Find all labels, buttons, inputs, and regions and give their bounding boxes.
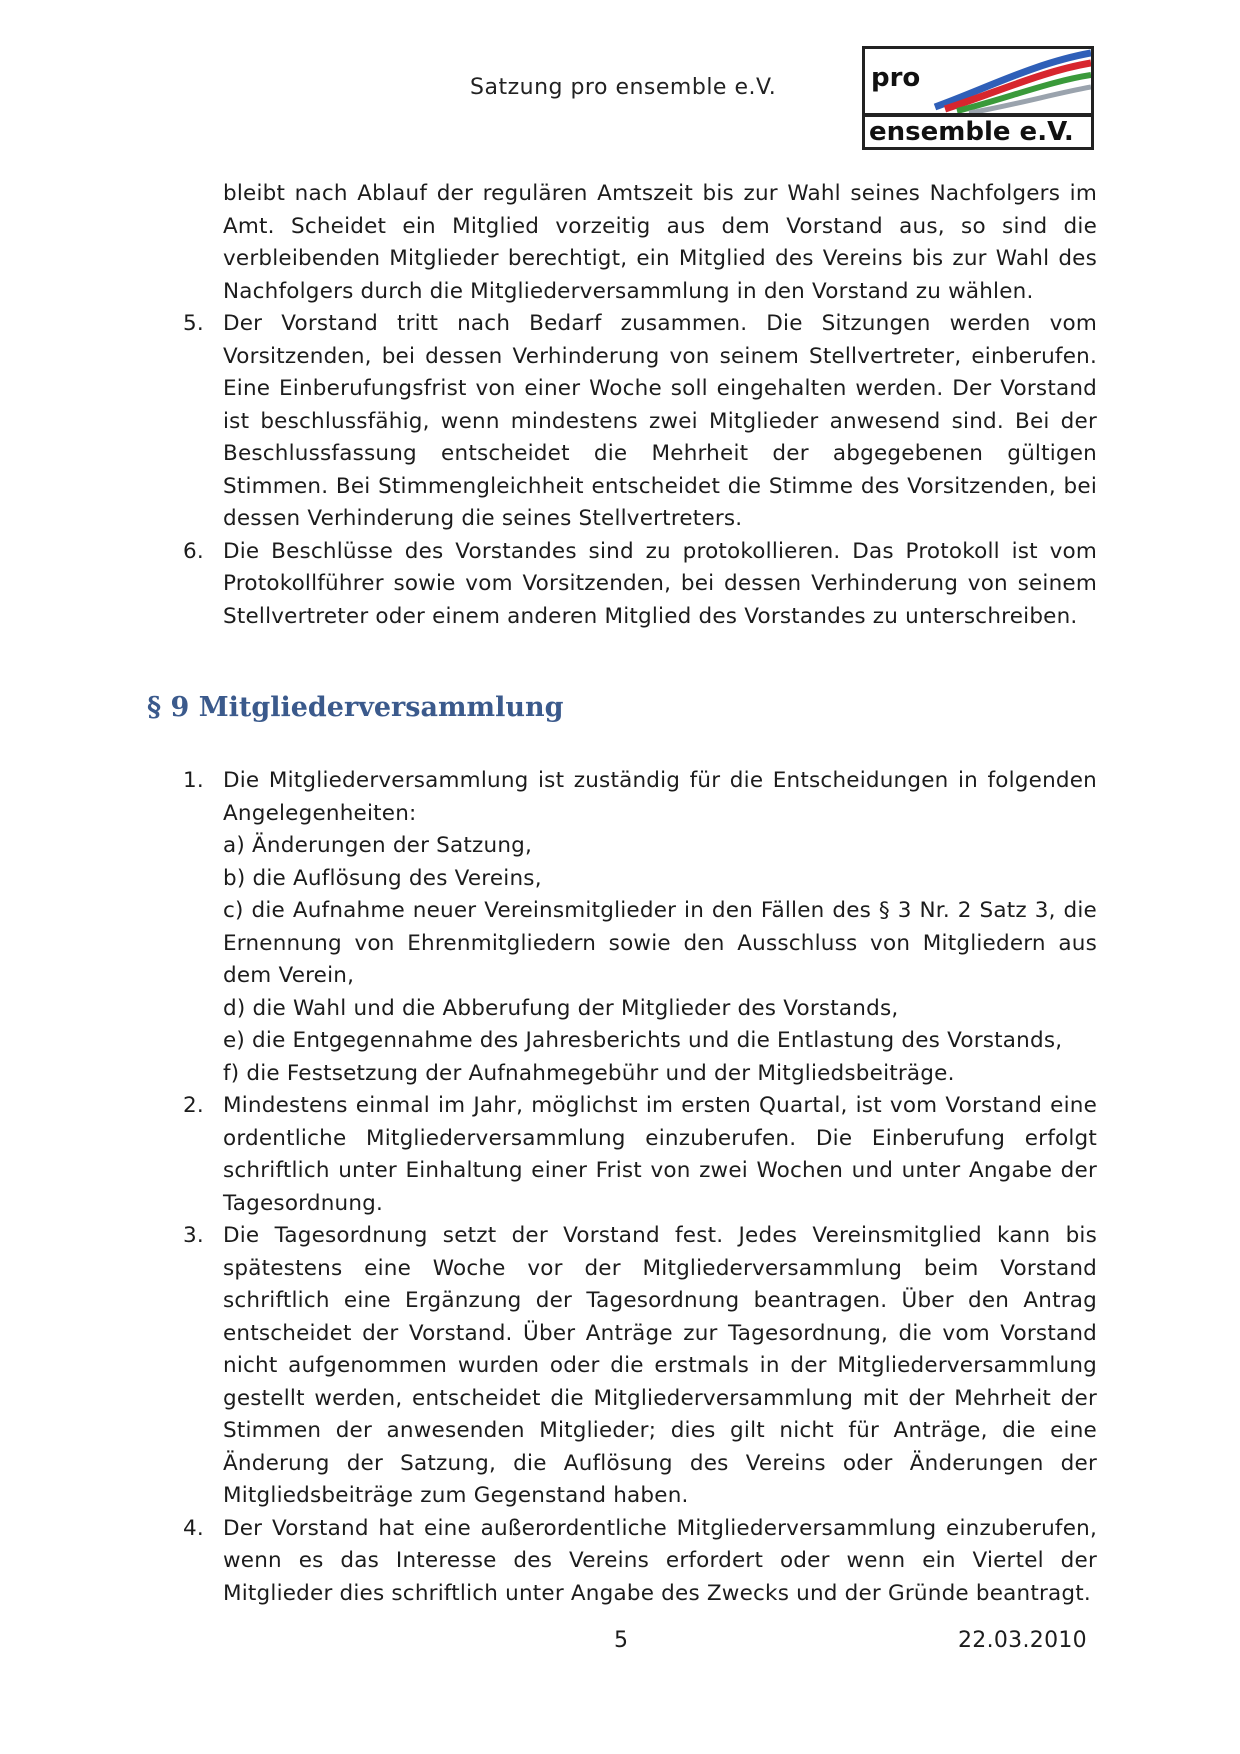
list-item — [147, 1513, 1097, 1611]
sub-item: b) die Auflösung des Vereins, — [223, 865, 542, 891]
sub-item: d) die Wahl und die Abberufung der Mitglieder des Vorstands, — [223, 995, 899, 1021]
list-number: 3. — [183, 1223, 204, 1248]
list-text: Der Vorstand hat eine außerordentliche Mitgliederversammlung einzuberufen, wenn es das Interesse des Vereins erfordert oder wenn ein Viertel der Mitglieder dies schriftlich unter Angabe des Zwecks und der Gründe beantragt. — [223, 1515, 1097, 1606]
list-text: Der Vorstand tritt nach Bedarf zusammen. Die Sitzungen werden vom Vorsitzenden, bei dessen Verhinderung von seinem Stellvertreter, einberufen. Eine Einberufungsfrist von einer Woche soll eingehalten werden. Der Vorstand ist beschlussfähig, wenn mindestens zwei Mitglieder anwesend sind. Bei der Beschlussfassung entscheidet die Mehrheit der abgegebenen gültigen Stimmen. Bei Stimmengleichheit entscheidet die Stimme des Vorsitzenden, bei dessen Verhinderung die seines Stellvertreters. — [223, 311, 1097, 531]
section-heading: § 9 Mitgliederversammlung — [147, 692, 564, 723]
document-body — [147, 178, 1097, 1610]
list-item — [147, 1220, 1097, 1513]
logo-text-ensemble: ensemble e.V. — [869, 117, 1074, 147]
list-item — [147, 308, 1097, 536]
sub-item: a) Änderungen der Satzung, — [223, 833, 533, 858]
list-text: Die Beschlüsse des Vorstandes sind zu protokollieren. Das Protokoll ist vom Protokollführer sowie vom Vorsitzenden, bei dessen Verhinderung von seinem Stellvertreter oder einem anderen Mitglied des Vorstandes zu unterschreiben. — [223, 538, 1097, 629]
sub-item: f) die Festsetzung der Aufnahmegebühr und der Mitgliedsbeiträge. — [223, 1060, 955, 1086]
list-number: 5. — [183, 311, 204, 336]
logo-text-pro: pro — [871, 63, 921, 93]
list-item — [147, 536, 1097, 634]
footer-date: 22.03.2010 — [958, 1628, 1087, 1653]
pro-ensemble-logo — [862, 46, 1094, 150]
list-item — [147, 765, 1097, 1090]
list-text: Mindestens einmal im Jahr, möglichst im ersten Quartal, ist vom Vorstand eine ordentliche Mitgliederversammlung einzuberufen. Die Einberufung erfolgt schriftlich unter Einhaltung einer Frist von zwei Wochen und unter Angabe der Tagesordnung. — [223, 1093, 1097, 1216]
list-item — [147, 1090, 1097, 1220]
sub-item: c) die Aufnahme neuer Vereinsmitglieder in den Fällen des § 3 Nr. 2 Satz 3, die Ernennung von Ehrenmitgliedern sowie den Ausschluss von Mitgliedern aus dem Verein, — [223, 898, 1097, 988]
list-number: 1. — [183, 768, 204, 793]
list-number: 4. — [183, 1515, 204, 1541]
sub-item: e) die Entgegennahme des Jahresberichts und die Entlastung des Vorstands, — [223, 1028, 1063, 1053]
list-text: Die Tagesordnung setzt der Vorstand fest. Jedes Vereinsmitglied kann bis spätestens eine Woche vor der Mitgliederversammlung beim Vorstand schriftlich eine Ergänzung der Tagesordnung beantragen. Über den Antrag entscheidet der Vorstand. Über Anträge zur Tagesordnung, die vom Vorstand nicht aufgenommen wurden oder die erstmals in der Mitgliederversammlung gestellt werden, entscheidet die Mitgliederversammlung mit der Mehrheit der Stimmen der anwesenden Mitglieder; dies gilt nicht für Anträge, die eine Änderung der Satzung, die Auflösung des Vereins oder Änderungen der Mitgliedsbeiträge zum Gegenstand haben. — [223, 1223, 1097, 1508]
list-text: Die Mitgliederversammlung ist zuständig für die Entscheidungen in folgenden Angelegenheiten: — [223, 768, 1097, 826]
page-number: 5 — [614, 1628, 628, 1653]
header-title: Satzung pro ensemble e.V. — [470, 75, 777, 100]
list-number: 2. — [183, 1093, 204, 1118]
continuation-paragraph: bleibt nach Ablauf der regulären Amtszeit bis zur Wahl seines Nachfolgers im Amt. Scheidet ein Mitglied vorzeitig aus dem Vorstand aus, so sind die verbleibenden Mitglieder berechtigt, ein Mitglied des Vereins bis zur Wahl des Nachfolgers durch die Mitgliederversammlung in den Vorstand zu wählen. — [223, 181, 1097, 304]
list-number: 6. — [183, 538, 204, 564]
